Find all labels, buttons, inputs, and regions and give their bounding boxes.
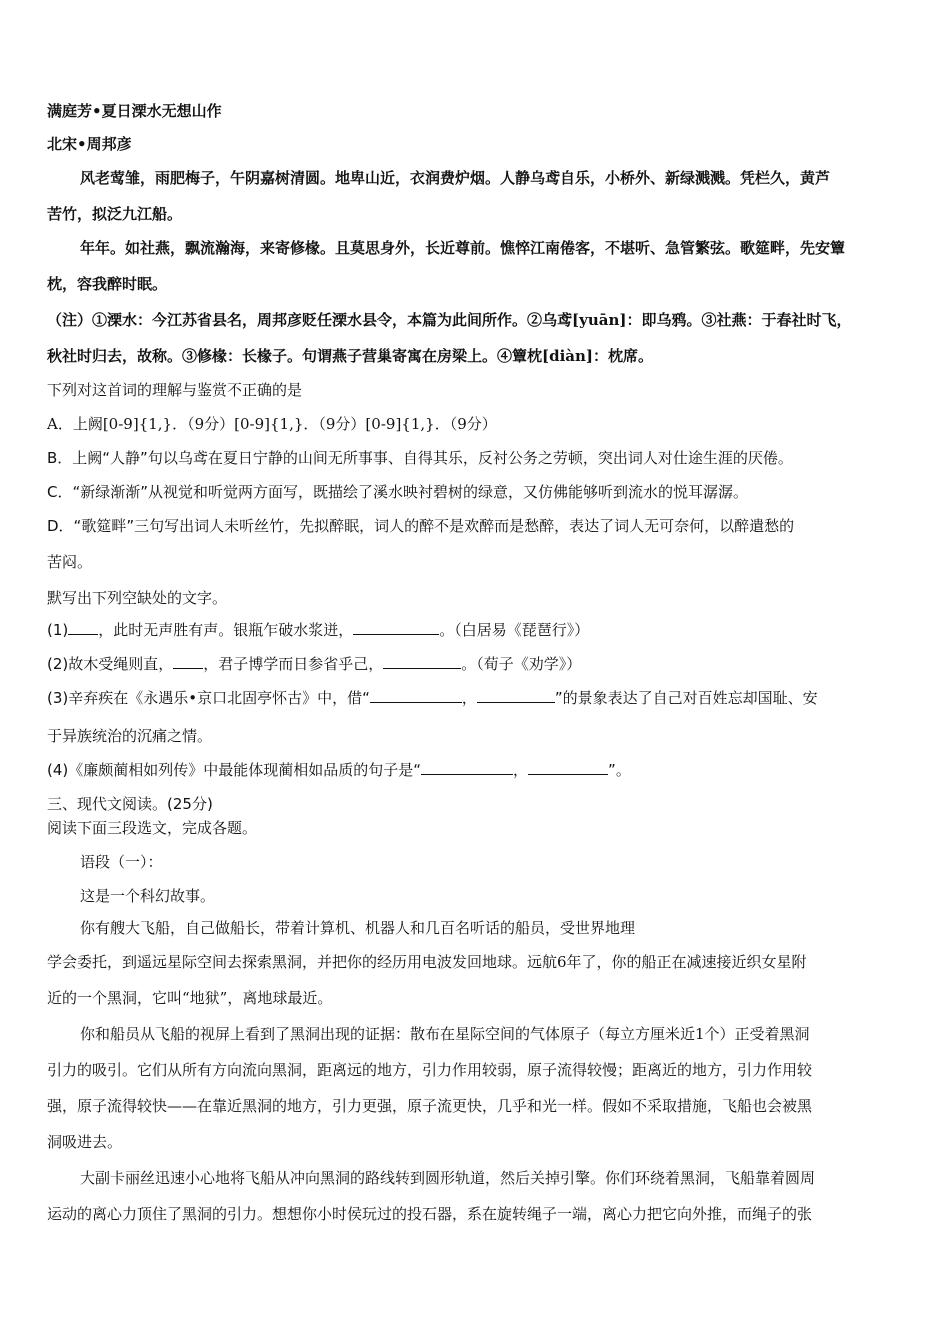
section3-instruction: 阅读下面三段选文，完成各题。: [47, 819, 258, 837]
passage-p4-line1: 大副卡丽丝迅速小心地将飞船从冲向黑洞的路线转到圆形轨道，然后关掉引擎。你们环绕着黑洞，飞船靠着圆周: [80, 1169, 816, 1187]
passage-p2-line2: 学会委托，到遥远星际空间去探索黑洞，并把你的经历用电波发回地球。远航6年了，你的船正在减速接近织女星附: [47, 953, 807, 971]
passage-p2-line1: 你有艘大飞船，自己做船长，带着计算机、机器人和几百名听话的船员，受世界地理: [80, 919, 636, 937]
passage-p1: 这是一个科幻故事。: [80, 887, 216, 905]
item3-prefix: (3)辛弃疾在《永遇乐•京口北固亭怀古》中，借“: [47, 689, 370, 707]
item2-source: 。（荀子《劝学》）: [461, 655, 582, 673]
question1-option-d-line2: 苦闷。: [47, 553, 93, 571]
passage-p3-line2: 引力的吸引。它们从所有方向流向黑洞，距离远的地方，引力作用较弱，原子流得较慢；距离近的地方，引力作用较: [47, 1061, 813, 1079]
item3-suffix: ”的景象表达了自己对百姓忘却国耻、安: [554, 689, 818, 707]
question2-stem: 默写出下列空缺处的文字。: [47, 589, 228, 607]
fill-blank[interactable]: [173, 654, 203, 669]
question2-item2: [47, 654, 581, 674]
passage-label: 语段（一）：: [80, 853, 163, 871]
passage-p3-line1: 你和船员从飞船的视屏上看到了黑洞出现的证据：散布在星际空间的气体原子（每立方厘米近1个）正受着黑洞: [80, 1025, 810, 1043]
question2-item3-line2: 于异族统治的沉痛之情。: [47, 727, 213, 745]
poem-note-line2: 秋社时归去，故称。③修椽：长椽子。句谓燕子营巢寄寓在房梁上。④簟枕[diàn]：枕席。: [47, 347, 654, 365]
item2-prefix: (2)故木受绳则直，: [47, 655, 174, 673]
item1-prefix: (1): [47, 621, 69, 639]
poem-para2-line1: 年年。如社燕，飘流瀚海，来寄修椽。且莫思身外，长近尊前。憔悴江南倦客，不堪听、急管繁弦。歌筵畔，先安簟: [80, 239, 846, 257]
item3-comma: ，: [461, 689, 477, 707]
item4-comma: ，: [513, 761, 529, 779]
question1-option-d-line1: D．“歌筵畔”三句写出词人未听丝竹，先拟醉眠，词人的醉不是欢醉而是愁醉，表达了词人无可奈何，以醉遣愁的: [47, 517, 795, 535]
poem-title: 满庭芳•夏日溧水无想山作: [47, 102, 222, 120]
poem-para2-line2: 枕，容我醉时眠。: [47, 275, 168, 293]
poem-para1-line2: 苦竹，拟泛九江船。: [47, 205, 183, 223]
question1-option-a: A．上阙[0-9]{1,}．（9分）[0-9]{1,}．（9分）[0-9]{1,}．（9分）: [47, 415, 497, 433]
item1-source: 。（白居易《琵琶行》）: [439, 621, 590, 639]
item4-suffix: ”。: [608, 761, 631, 779]
fill-blank[interactable]: [528, 760, 608, 775]
fill-blank[interactable]: [370, 688, 462, 703]
fill-blank[interactable]: [383, 654, 461, 669]
item1-middle: ，此时无声胜有声。银瓶乍破水浆迸，: [98, 621, 354, 639]
fill-blank[interactable]: [421, 760, 513, 775]
passage-p3-line4: 洞吸进去。: [47, 1133, 123, 1151]
section3-heading: 三、现代文阅读。(25分): [47, 795, 213, 813]
question2-item3: [47, 688, 818, 708]
fill-blank[interactable]: [477, 688, 555, 703]
question2-item1: [47, 620, 589, 640]
passage-p2-line3: 近的一个黑洞，它叫“地狱”，离地球最近。: [47, 989, 333, 1007]
passage-p3-line3: 强，原子流得较快——在靠近黑洞的地方，引力更强，原子流更快，几乎和光一样。假如不采取措施，飞船也会被黑: [47, 1097, 813, 1115]
item4-prefix: (4)《廉颇蔺相如列传》中最能体现蔺相如品质的句子是“: [47, 761, 422, 779]
fill-blank[interactable]: [68, 620, 98, 635]
item2-middle: ，君子博学而日参省乎己，: [203, 655, 384, 673]
passage-p4-line2: 运动的离心力顶住了黑洞的引力。想想你小时侯玩过的投石器，系在旋转绳子一端，离心力把它向外推，而绳子的张: [47, 1205, 813, 1223]
poem-author: 北宋•周邦彦: [47, 135, 132, 153]
question1-stem: 下列对这首词的理解与鉴赏不正确的是: [47, 381, 303, 399]
fill-blank[interactable]: [353, 620, 439, 635]
poem-para1-line1: 风老莺雏，雨肥梅子，午阴嘉树清圆。地卑山近，衣润费炉烟。人静乌鸢自乐，小桥外、新绿溅溅。凭栏久，黄芦: [80, 169, 831, 187]
question1-option-b: B．上阙“人静”句以乌鸢在夏日宁静的山间无所事事、自得其乐，反衬公务之劳顿，突出词人对仕途生涯的厌倦。: [47, 449, 793, 467]
poem-note-line1: （注）①溧水：今江苏省县名，周邦彦贬任溧水县令，本篇为此间所作。②乌鸢[yuān]：即乌鸦。③社燕：于春社时飞，: [47, 311, 852, 329]
question1-option-c: C．“新绿渐渐”从视觉和听觉两方面写，既描绘了溪水映衬碧树的绿意，又仿佛能够听到流水的悦耳潺潺。: [47, 483, 749, 501]
question2-item4: [47, 760, 631, 780]
